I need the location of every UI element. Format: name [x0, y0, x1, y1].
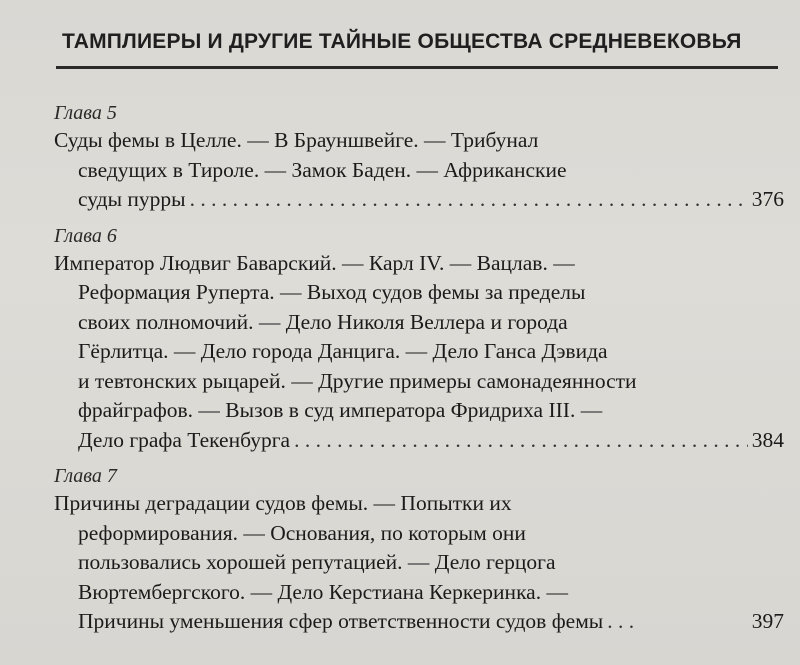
chapter-label: Глава 7 — [54, 465, 117, 487]
chapter-label: Глава 5 — [54, 102, 117, 124]
page-number: 397 — [751, 609, 784, 633]
entry-line: сведущих в Тироле. — Замок Баден. — Африканские — [78, 157, 567, 182]
entry-line: суды пурры — [78, 187, 186, 211]
entry-line: Реформация Руперта. — Выход судов фемы за пределы — [78, 280, 586, 304]
dot-leader — [294, 426, 748, 456]
entry-line: своих полномочий. — Дело Николя Веллера и города — [78, 309, 568, 334]
dot-leader — [607, 607, 748, 637]
entry-last-line — [54, 607, 784, 637]
chapter-6-entry — [54, 223, 784, 456]
entry-line: пользовались хорошей репутацией. — Дело герцога — [78, 550, 556, 574]
page-number: 376 — [751, 187, 784, 211]
entry-line: и тевтонских рыцарей. — Другие примеры самонадеянности — [78, 368, 637, 393]
entry-line: Причины уменьшения сфер ответственности судов фемы — [78, 609, 604, 633]
header-rule — [56, 66, 778, 69]
entry-line: Причины деградации судов фемы. — Попытки их — [54, 491, 512, 515]
entry-line: реформирования. — Основания, по которым они — [78, 520, 526, 545]
entry-last-line — [54, 426, 784, 456]
table-of-contents — [54, 100, 784, 645]
entry-line: Дело графа Текенбурга — [78, 427, 291, 452]
entry-line: Вюртембергского. — Дело Керстиана Керкеринка. — — [78, 579, 568, 604]
chapter-5-entry — [54, 100, 784, 215]
dot-leader — [190, 185, 748, 215]
entry-last-line — [54, 185, 784, 215]
chapter-label: Глава 6 — [54, 224, 117, 247]
entry-line: фрайграфов. — Вызов в суд императора Фридриха III. — — [78, 398, 603, 422]
entry-line: Император Людвиг Баварский. — Карл IV. — Вацлав. — — [54, 250, 575, 275]
page-number: 384 — [751, 427, 784, 452]
running-header: ТАМПЛИЕРЫ И ДРУГИЕ ТАЙНЫЕ ОБЩЕСТВА СРЕДНЕВЕКОВЬЯ — [62, 30, 742, 53]
entry-line: Суды фемы в Целле. — В Брауншвейге. — Трибунал — [54, 128, 539, 152]
chapter-7-entry — [54, 463, 784, 637]
entry-line: Гёрлитца. — Дело города Данцига. — Дело Ганса Дэвида — [78, 339, 608, 363]
